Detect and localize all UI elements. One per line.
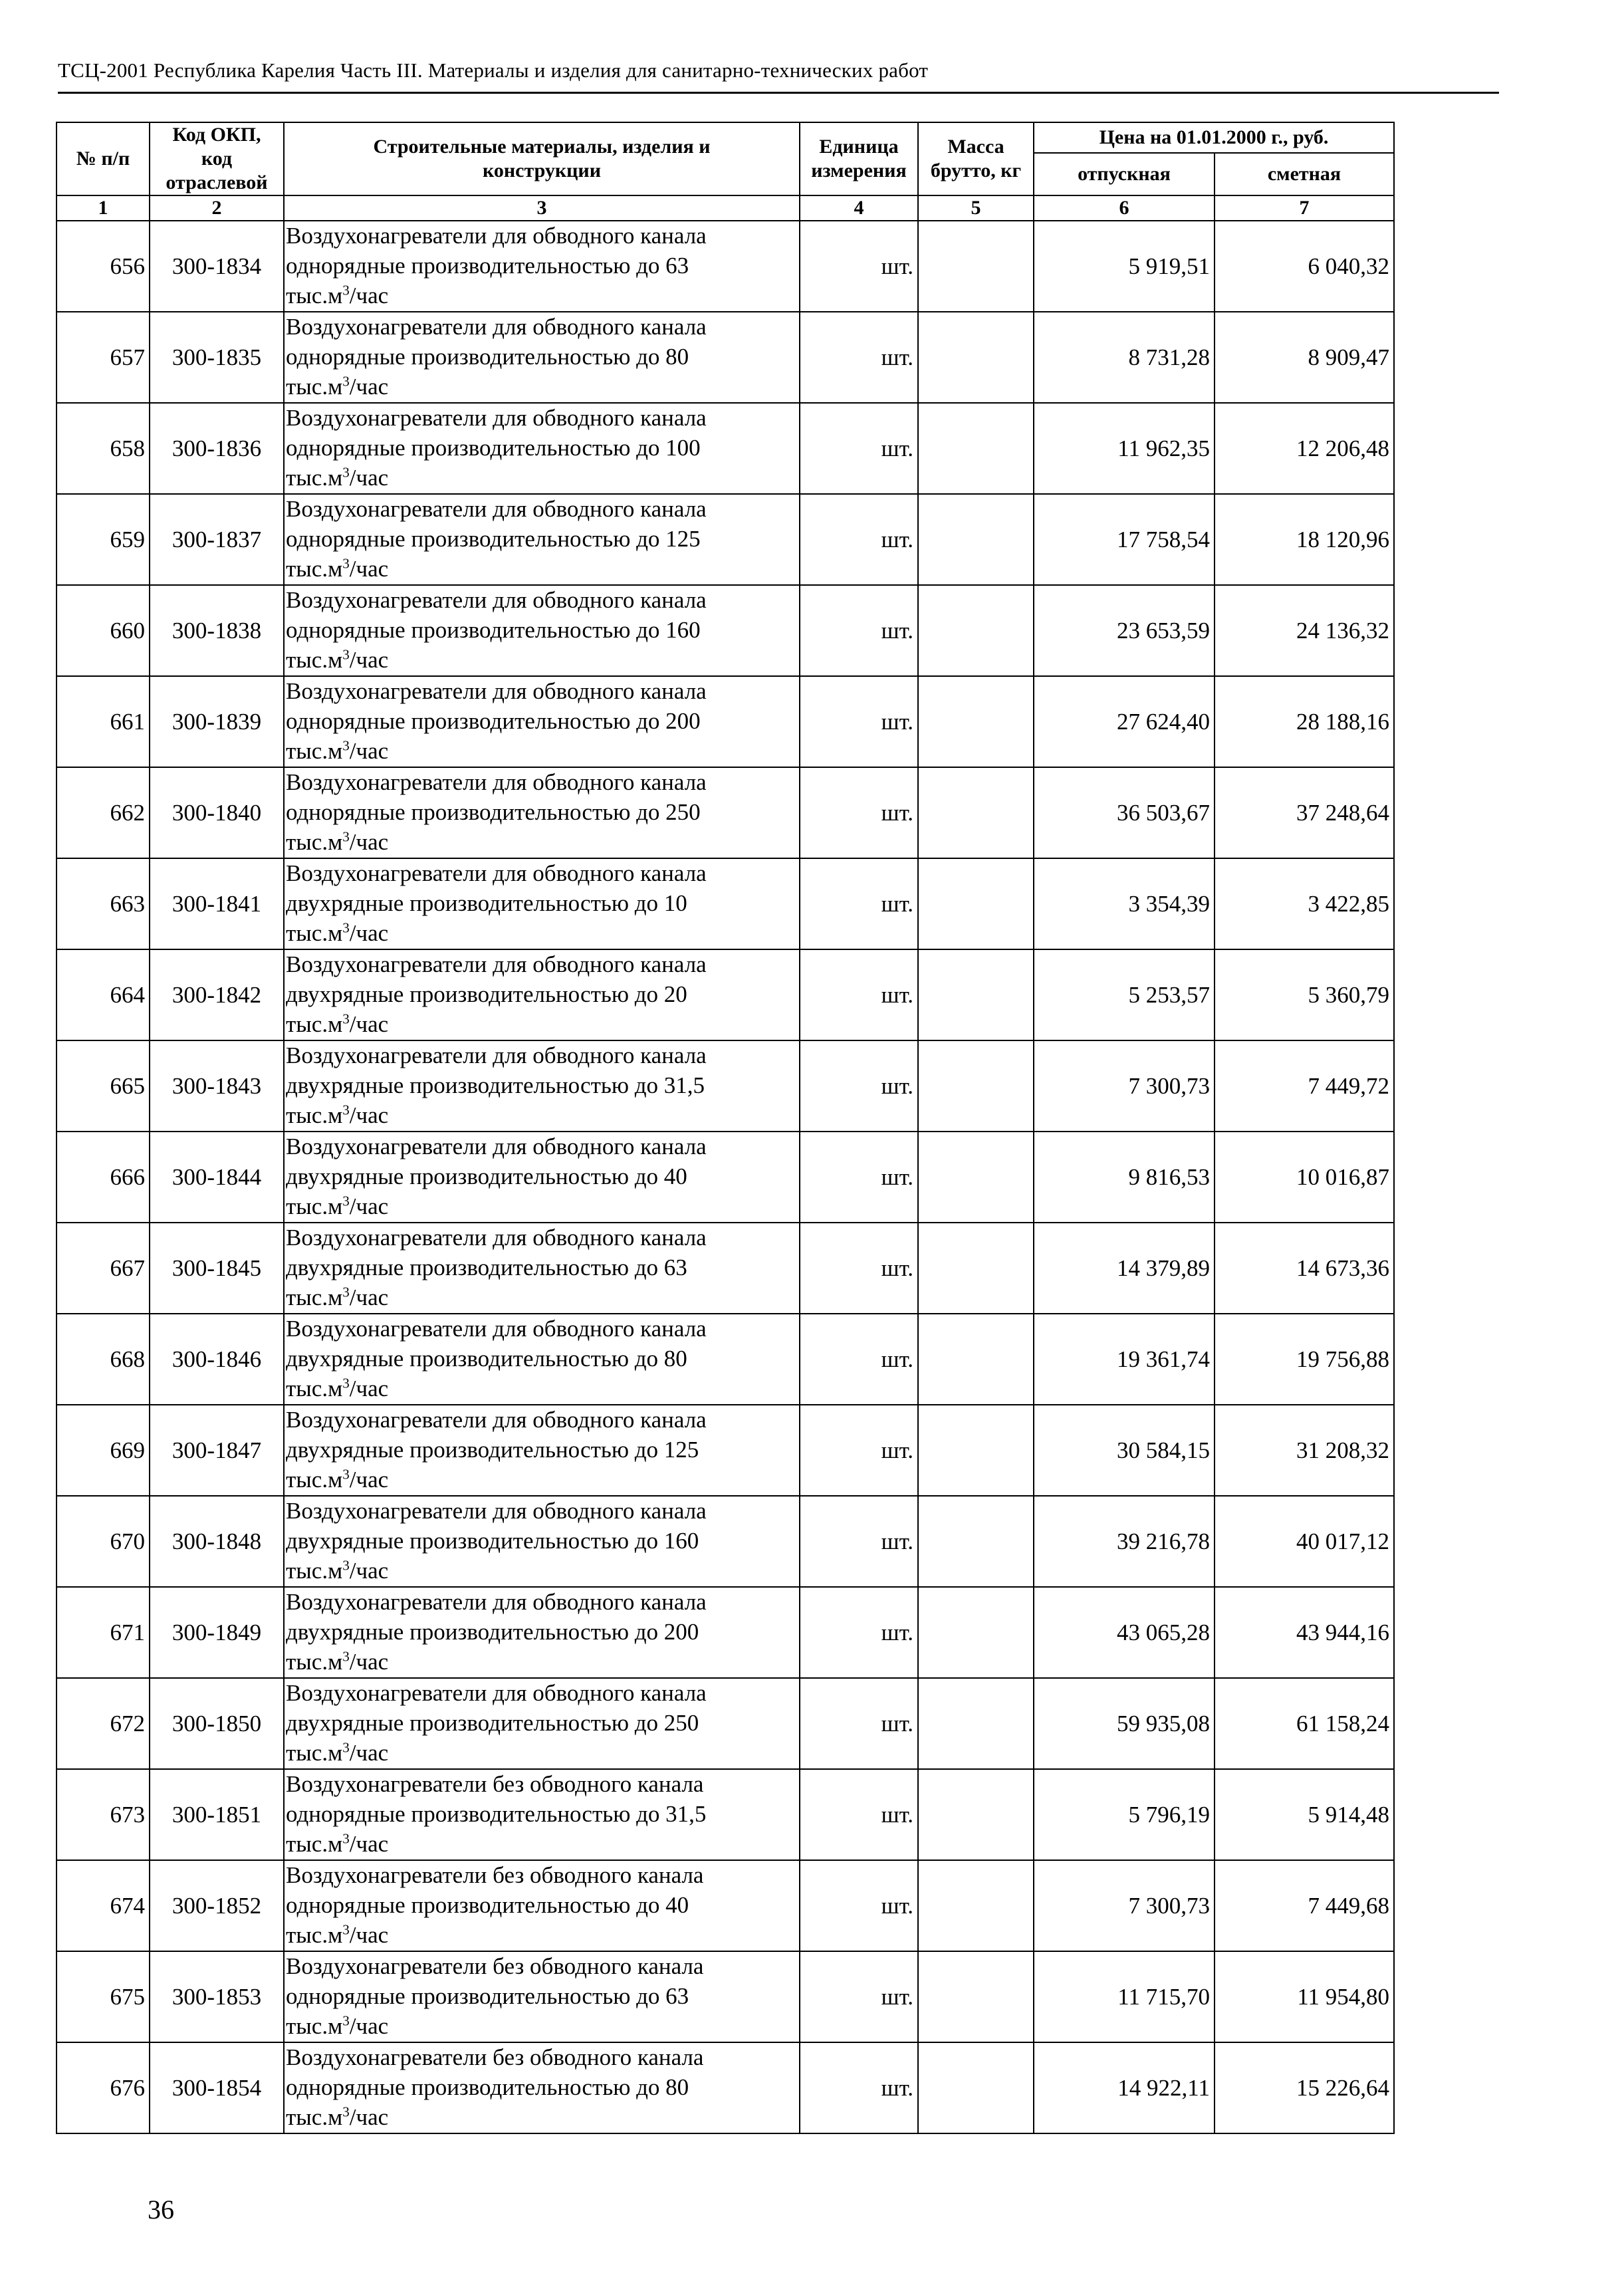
material-name-line: однорядные производительностью до 125	[286, 526, 701, 552]
okp-code: 300-1848	[150, 1496, 284, 1587]
okp-code: 300-1849	[150, 1587, 284, 1678]
material-name	[284, 1405, 800, 1496]
price-estimate: 5 914,48	[1215, 1769, 1394, 1860]
price-release: 36 503,67	[1034, 767, 1215, 858]
capacity-unit: $тыс.м^3$/час	[286, 2012, 389, 2039]
unit-of-measure: шт.	[800, 1040, 918, 1132]
gross-mass	[918, 1951, 1034, 2042]
material-name-line: Воздухонагреватели для обводного канала	[286, 1589, 707, 1616]
price-table	[56, 122, 1395, 2134]
price-estimate: 15 226,64	[1215, 2042, 1394, 2133]
capacity-unit: $тыс.м^3$/час	[286, 919, 389, 946]
price-release: 5 253,57	[1034, 949, 1215, 1040]
table-row	[57, 312, 1394, 403]
price-estimate: 6 040,32	[1215, 221, 1394, 312]
unit-of-measure: шт.	[800, 1587, 918, 1678]
material-name-line: однорядные производительностью до 80	[286, 344, 689, 370]
material-name-line: Воздухонагреватели для обводного канала	[286, 1316, 707, 1342]
material-name-line: Воздухонагреватели для обводного канала	[286, 860, 707, 887]
capacity-unit: $тыс.м^3$/час	[286, 1921, 389, 1948]
price-estimate: 61 158,24	[1215, 1678, 1394, 1769]
row-number: 659	[57, 494, 150, 585]
price-estimate: 5 360,79	[1215, 949, 1394, 1040]
material-name	[284, 1132, 800, 1223]
material-name-line: Воздухонагреватели для обводного канала	[286, 1680, 707, 1707]
row-number: 662	[57, 767, 150, 858]
unit-of-measure: шт.	[800, 1405, 918, 1496]
price-release: 14 379,89	[1034, 1223, 1215, 1314]
gross-mass	[918, 1496, 1034, 1587]
column-number: 4	[800, 195, 918, 221]
price-estimate: 43 944,16	[1215, 1587, 1394, 1678]
material-name-line: двухрядные производительностью до 80	[286, 1346, 687, 1372]
table-row	[57, 1132, 1394, 1223]
material-name-line: двухрядные производительностью до 31,5	[286, 1072, 705, 1099]
column-number: 6	[1034, 195, 1215, 221]
price-release: 30 584,15	[1034, 1405, 1215, 1496]
capacity-unit: $тыс.м^3$/час	[286, 1830, 389, 1857]
material-name-line: Воздухонагреватели для обводного канала	[286, 1407, 707, 1433]
capacity-unit: $тыс.м^3$/час	[286, 1193, 389, 1219]
gross-mass	[918, 676, 1034, 767]
gross-mass	[918, 949, 1034, 1040]
material-name-line: Воздухонагреватели без обводного канала	[286, 1953, 704, 1980]
table-row	[57, 1314, 1394, 1405]
row-number: 671	[57, 1587, 150, 1678]
material-name	[284, 1678, 800, 1769]
row-number: 670	[57, 1496, 150, 1587]
table-row	[57, 858, 1394, 949]
table-row	[57, 1860, 1394, 1951]
price-release: 7 300,73	[1034, 1860, 1215, 1951]
row-number: 657	[57, 312, 150, 403]
gross-mass	[918, 312, 1034, 403]
header-rule	[58, 92, 1499, 94]
okp-code: 300-1850	[150, 1678, 284, 1769]
okp-code: 300-1844	[150, 1132, 284, 1223]
table-row	[57, 1223, 1394, 1314]
header-okp: Код ОКП, код отраслевой	[150, 122, 284, 195]
gross-mass	[918, 494, 1034, 585]
okp-code: 300-1835	[150, 312, 284, 403]
material-name	[284, 312, 800, 403]
material-name-line: двухрядные производительностью до 250	[286, 1710, 699, 1737]
okp-code: 300-1846	[150, 1314, 284, 1405]
header-price-estimate: сметная	[1215, 153, 1394, 195]
material-name-line: двухрядные производительностью до 40	[286, 1163, 687, 1190]
gross-mass	[918, 1678, 1034, 1769]
row-number: 672	[57, 1678, 150, 1769]
price-estimate: 28 188,16	[1215, 676, 1394, 767]
okp-code: 300-1851	[150, 1769, 284, 1860]
row-number: 669	[57, 1405, 150, 1496]
price-release: 14 922,11	[1034, 2042, 1215, 2133]
capacity-unit: $тыс.м^3$/час	[286, 1284, 389, 1310]
material-name-line: однорядные производительностью до 250	[286, 799, 701, 826]
page-number: 36	[148, 2195, 174, 2224]
gross-mass	[918, 1405, 1034, 1496]
material-name-line: Воздухонагреватели для обводного канала	[286, 223, 707, 249]
table-row	[57, 585, 1394, 676]
price-estimate: 10 016,87	[1215, 1132, 1394, 1223]
okp-code: 300-1837	[150, 494, 284, 585]
unit-of-measure: шт.	[800, 585, 918, 676]
capacity-unit: $тыс.м^3$/час	[286, 1739, 389, 1766]
header-price-release: отпускная	[1034, 153, 1215, 195]
price-release: 23 653,59	[1034, 585, 1215, 676]
gross-mass	[918, 858, 1034, 949]
column-number: 3	[284, 195, 800, 221]
price-release: 5 919,51	[1034, 221, 1215, 312]
price-release: 5 796,19	[1034, 1769, 1215, 1860]
row-number: 658	[57, 403, 150, 494]
capacity-unit: $тыс.м^3$/час	[286, 828, 389, 855]
unit-of-measure: шт.	[800, 1314, 918, 1405]
unit-of-measure: шт.	[800, 1951, 918, 2042]
capacity-unit: $тыс.м^3$/час	[286, 1011, 389, 1037]
okp-code: 300-1854	[150, 2042, 284, 2133]
material-name-line: однорядные производительностью до 200	[286, 708, 701, 735]
material-name	[284, 1223, 800, 1314]
unit-of-measure: шт.	[800, 1678, 918, 1769]
material-name-line: Воздухонагреватели для обводного канала	[286, 1042, 707, 1069]
table-row	[57, 1769, 1394, 1860]
okp-code: 300-1838	[150, 585, 284, 676]
unit-of-measure: шт.	[800, 312, 918, 403]
price-release: 27 624,40	[1034, 676, 1215, 767]
material-name	[284, 1314, 800, 1405]
okp-code: 300-1845	[150, 1223, 284, 1314]
okp-code: 300-1853	[150, 1951, 284, 2042]
table-row	[57, 1678, 1394, 1769]
price-estimate: 11 954,80	[1215, 1951, 1394, 2042]
material-name-line: Воздухонагреватели для обводного канала	[286, 1134, 707, 1160]
material-name-line: однорядные производительностью до 31,5	[286, 1801, 707, 1828]
gross-mass	[918, 1040, 1034, 1132]
material-name-line: Воздухонагреватели для обводного канала	[286, 1498, 707, 1524]
column-number: 1	[57, 195, 150, 221]
price-estimate: 7 449,68	[1215, 1860, 1394, 1951]
row-number: 676	[57, 2042, 150, 2133]
price-estimate: 19 756,88	[1215, 1314, 1394, 1405]
capacity-unit: $тыс.м^3$/час	[286, 555, 389, 582]
material-name-line: Воздухонагреватели для обводного канала	[286, 314, 707, 340]
row-number: 663	[57, 858, 150, 949]
table-row	[57, 1587, 1394, 1678]
okp-code: 300-1842	[150, 949, 284, 1040]
table-row	[57, 1040, 1394, 1132]
price-release: 43 065,28	[1034, 1587, 1215, 1678]
material-name	[284, 403, 800, 494]
material-name	[284, 1040, 800, 1132]
table-row	[57, 1405, 1394, 1496]
price-estimate: 40 017,12	[1215, 1496, 1394, 1587]
row-number: 660	[57, 585, 150, 676]
material-name	[284, 1860, 800, 1951]
price-estimate: 14 673,36	[1215, 1223, 1394, 1314]
table-row	[57, 1951, 1394, 2042]
capacity-unit: $тыс.м^3$/час	[286, 1648, 389, 1675]
material-name	[284, 858, 800, 949]
material-name-line: однорядные производительностью до 160	[286, 617, 701, 644]
row-number: 674	[57, 1860, 150, 1951]
price-estimate: 3 422,85	[1215, 858, 1394, 949]
material-name	[284, 676, 800, 767]
material-name	[284, 585, 800, 676]
material-name-line: однорядные производительностью до 100	[286, 435, 701, 461]
capacity-unit: $тыс.м^3$/час	[286, 1557, 389, 1584]
material-name	[284, 2042, 800, 2133]
table-row	[57, 494, 1394, 585]
material-name-line: двухрядные производительностью до 160	[286, 1528, 699, 1554]
table-row	[57, 676, 1394, 767]
capacity-unit: $тыс.м^3$/час	[286, 2103, 389, 2130]
row-number: 667	[57, 1223, 150, 1314]
capacity-unit: $тыс.м^3$/час	[286, 373, 389, 400]
row-number: 661	[57, 676, 150, 767]
material-name-line: Воздухонагреватели для обводного канала	[286, 769, 707, 796]
row-number: 665	[57, 1040, 150, 1132]
unit-of-measure: шт.	[800, 403, 918, 494]
unit-of-measure: шт.	[800, 767, 918, 858]
page-header: ТСЦ-2001 Республика Карелия Часть III. Материалы и изделия для санитарно-технических работ	[58, 59, 929, 82]
okp-code: 300-1834	[150, 221, 284, 312]
okp-code: 300-1847	[150, 1405, 284, 1496]
gross-mass	[918, 585, 1034, 676]
row-number: 664	[57, 949, 150, 1040]
material-name	[284, 949, 800, 1040]
material-name	[284, 494, 800, 585]
column-number: 5	[918, 195, 1034, 221]
okp-code: 300-1836	[150, 403, 284, 494]
material-name-line: двухрядные производительностью до 125	[286, 1437, 699, 1463]
gross-mass	[918, 403, 1034, 494]
gross-mass	[918, 1587, 1034, 1678]
material-name-line: двухрядные производительностью до 20	[286, 981, 687, 1008]
header-num: № п/п	[57, 122, 150, 195]
unit-of-measure: шт.	[800, 1223, 918, 1314]
price-release: 8 731,28	[1034, 312, 1215, 403]
unit-of-measure: шт.	[800, 494, 918, 585]
material-name	[284, 1769, 800, 1860]
row-number: 673	[57, 1769, 150, 1860]
okp-code: 300-1843	[150, 1040, 284, 1132]
unit-of-measure: шт.	[800, 1769, 918, 1860]
material-name	[284, 1587, 800, 1678]
row-number: 656	[57, 221, 150, 312]
header-name: Строительные материалы, изделия и конструкции	[284, 122, 800, 195]
capacity-unit: $тыс.м^3$/час	[286, 737, 389, 764]
material-name-line: Воздухонагреватели для обводного канала	[286, 587, 707, 614]
table-row	[57, 2042, 1394, 2133]
price-release: 11 962,35	[1034, 403, 1215, 494]
okp-code: 300-1839	[150, 676, 284, 767]
column-number: 2	[150, 195, 284, 221]
table-row	[57, 949, 1394, 1040]
column-number: 7	[1215, 195, 1394, 221]
gross-mass	[918, 2042, 1034, 2133]
price-estimate: 8 909,47	[1215, 312, 1394, 403]
okp-code: 300-1841	[150, 858, 284, 949]
material-name-line: Воздухонагреватели без обводного канала	[286, 1771, 704, 1798]
price-release: 39 216,78	[1034, 1496, 1215, 1587]
row-number: 666	[57, 1132, 150, 1223]
capacity-unit: $тыс.м^3$/час	[286, 1102, 389, 1128]
capacity-unit: $тыс.м^3$/час	[286, 1375, 389, 1401]
price-release: 11 715,70	[1034, 1951, 1215, 2042]
unit-of-measure: шт.	[800, 221, 918, 312]
capacity-unit: $тыс.м^3$/час	[286, 464, 389, 491]
material-name-line: двухрядные производительностью до 10	[286, 890, 687, 917]
gross-mass	[918, 221, 1034, 312]
okp-code: 300-1852	[150, 1860, 284, 1951]
material-name-line: однорядные производительностью до 63	[286, 253, 689, 279]
table-row	[57, 403, 1394, 494]
unit-of-measure: шт.	[800, 1496, 918, 1587]
material-name-line: Воздухонагреватели для обводного канала	[286, 951, 707, 978]
unit-of-measure: шт.	[800, 2042, 918, 2133]
material-name-line: двухрядные производительностью до 200	[286, 1619, 699, 1645]
capacity-unit: $тыс.м^3$/час	[286, 646, 389, 673]
gross-mass	[918, 767, 1034, 858]
material-name	[284, 1496, 800, 1587]
material-name-line: Воздухонагреватели для обводного канала	[286, 496, 707, 523]
okp-code: 300-1840	[150, 767, 284, 858]
unit-of-measure: шт.	[800, 949, 918, 1040]
price-release: 59 935,08	[1034, 1678, 1215, 1769]
table-body	[57, 221, 1394, 2133]
header-price-group: Цена на 01.01.2000 г., руб.	[1034, 122, 1394, 153]
table-row	[57, 767, 1394, 858]
material-name	[284, 767, 800, 858]
material-name	[284, 221, 800, 312]
unit-of-measure: шт.	[800, 1132, 918, 1223]
gross-mass	[918, 1860, 1034, 1951]
material-name-line: Воздухонагреватели для обводного канала	[286, 405, 707, 431]
material-name-line: Воздухонагреватели без обводного канала	[286, 1862, 704, 1889]
unit-of-measure: шт.	[800, 676, 918, 767]
gross-mass	[918, 1223, 1034, 1314]
price-release: 9 816,53	[1034, 1132, 1215, 1223]
price-release: 7 300,73	[1034, 1040, 1215, 1132]
gross-mass	[918, 1132, 1034, 1223]
table-row	[57, 221, 1394, 312]
header-unit: Единица измерения	[800, 122, 918, 195]
price-estimate: 12 206,48	[1215, 403, 1394, 494]
capacity-unit: $тыс.м^3$/час	[286, 282, 389, 308]
material-name-line: Воздухонагреватели для обводного канала	[286, 678, 707, 705]
price-estimate: 18 120,96	[1215, 494, 1394, 585]
capacity-unit: $тыс.м^3$/час	[286, 1466, 389, 1493]
gross-mass	[918, 1769, 1034, 1860]
material-name-line: Воздухонагреватели без обводного канала	[286, 2044, 704, 2071]
price-estimate: 31 208,32	[1215, 1405, 1394, 1496]
row-number: 668	[57, 1314, 150, 1405]
table-row	[57, 1496, 1394, 1587]
material-name-line: однорядные производительностью до 80	[286, 2074, 689, 2101]
price-estimate: 37 248,64	[1215, 767, 1394, 858]
material-name-line: однорядные производительностью до 40	[286, 1892, 689, 1919]
material-name-line: Воздухонагреватели для обводного канала	[286, 1225, 707, 1251]
material-name-line: однорядные производительностью до 63	[286, 1983, 689, 2010]
header-mass: Масса брутто, кг	[918, 122, 1034, 195]
row-number: 675	[57, 1951, 150, 2042]
price-release: 17 758,54	[1034, 494, 1215, 585]
unit-of-measure: шт.	[800, 858, 918, 949]
unit-of-measure: шт.	[800, 1860, 918, 1951]
material-name	[284, 1951, 800, 2042]
price-estimate: 7 449,72	[1215, 1040, 1394, 1132]
material-name-line: двухрядные производительностью до 63	[286, 1255, 687, 1281]
gross-mass	[918, 1314, 1034, 1405]
price-estimate: 24 136,32	[1215, 585, 1394, 676]
price-release: 3 354,39	[1034, 858, 1215, 949]
price-release: 19 361,74	[1034, 1314, 1215, 1405]
